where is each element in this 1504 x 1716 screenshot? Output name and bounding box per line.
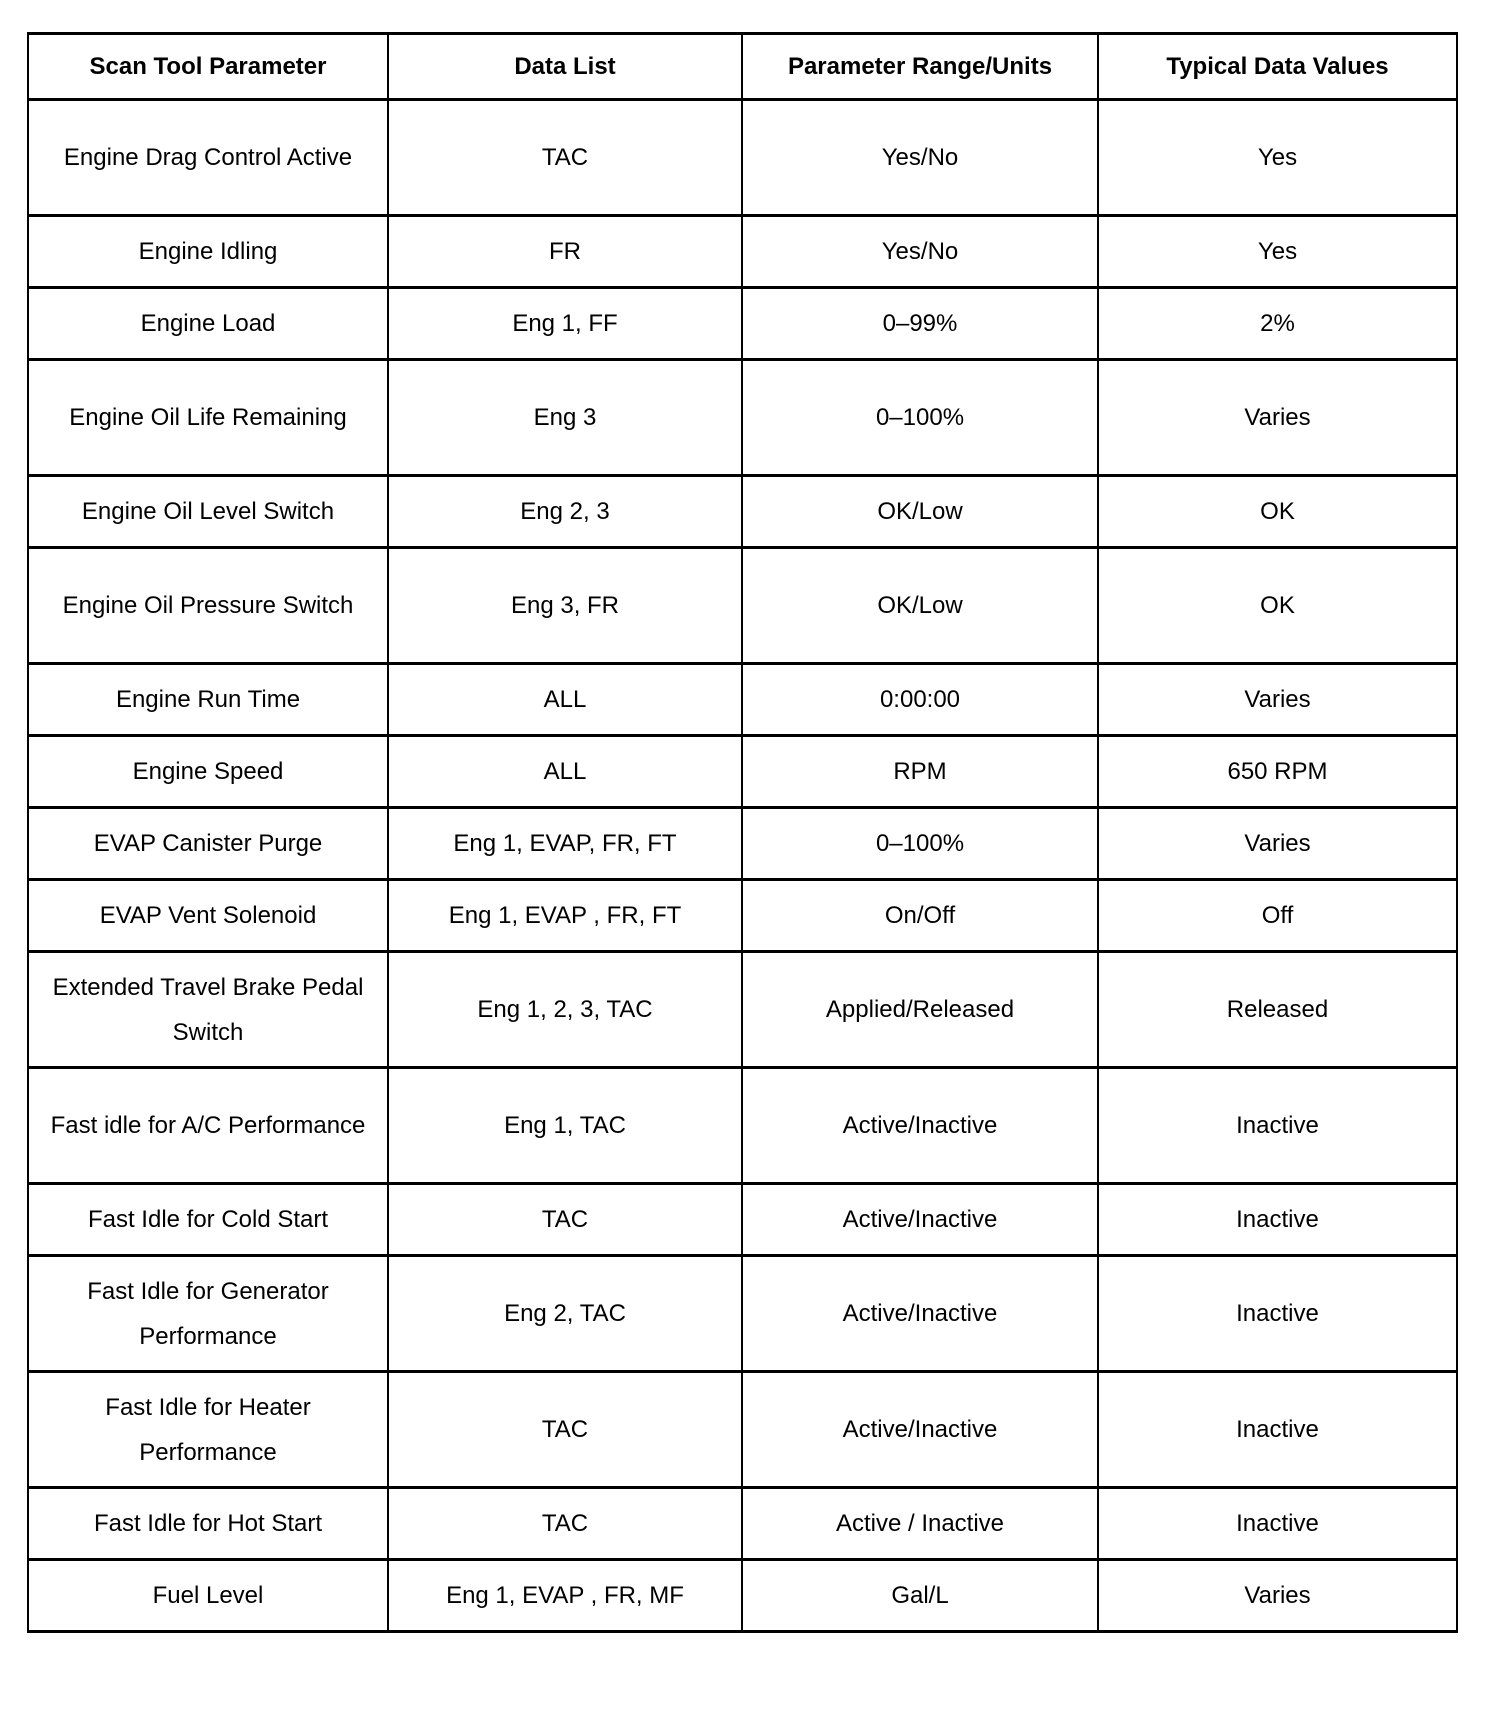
data-list-cell: TAC bbox=[388, 100, 742, 216]
range-cell: OK/Low bbox=[742, 548, 1098, 664]
data-list-cell: TAC bbox=[388, 1184, 742, 1256]
typical-value-cell: Inactive bbox=[1098, 1256, 1457, 1372]
typical-value-cell: Inactive bbox=[1098, 1068, 1457, 1184]
parameter-cell: Engine Load bbox=[28, 288, 388, 360]
range-cell: Yes/No bbox=[742, 216, 1098, 288]
data-list-cell: Eng 2, TAC bbox=[388, 1256, 742, 1372]
table-row bbox=[28, 1372, 1457, 1488]
table-row bbox=[28, 1068, 1457, 1184]
parameter-cell: Engine Oil Pressure Switch bbox=[28, 548, 388, 664]
typical-value-cell: OK bbox=[1098, 476, 1457, 548]
table-row bbox=[28, 548, 1457, 664]
table-row bbox=[28, 476, 1457, 548]
range-cell: Active/Inactive bbox=[742, 1256, 1098, 1372]
parameter-cell: Engine Drag Control Active bbox=[28, 100, 388, 216]
table-row bbox=[28, 1488, 1457, 1560]
data-list-cell: Eng 2, 3 bbox=[388, 476, 742, 548]
data-list-cell: FR bbox=[388, 216, 742, 288]
typical-value-cell: Yes bbox=[1098, 100, 1457, 216]
range-cell: 0:00:00 bbox=[742, 664, 1098, 736]
parameter-cell: EVAP Vent Solenoid bbox=[28, 880, 388, 952]
range-cell: Yes/No bbox=[742, 100, 1098, 216]
range-cell: Active/Inactive bbox=[742, 1372, 1098, 1488]
data-list-cell: Eng 1, FF bbox=[388, 288, 742, 360]
header-row bbox=[28, 34, 1457, 100]
parameter-cell: Engine Oil Level Switch bbox=[28, 476, 388, 548]
typical-value-cell: Inactive bbox=[1098, 1488, 1457, 1560]
data-list-cell: ALL bbox=[388, 664, 742, 736]
typical-value-cell: Released bbox=[1098, 952, 1457, 1068]
table-row bbox=[28, 100, 1457, 216]
data-list-cell: ALL bbox=[388, 736, 742, 808]
table-row bbox=[28, 216, 1457, 288]
parameter-cell: Engine Oil Life Remaining bbox=[28, 360, 388, 476]
table-row bbox=[28, 1560, 1457, 1632]
typical-value-cell: Yes bbox=[1098, 216, 1457, 288]
range-cell: On/Off bbox=[742, 880, 1098, 952]
data-list-cell: TAC bbox=[388, 1372, 742, 1488]
header-scan-tool-parameter: Scan Tool Parameter bbox=[28, 34, 388, 100]
data-list-cell: Eng 1, 2, 3, TAC bbox=[388, 952, 742, 1068]
range-cell: RPM bbox=[742, 736, 1098, 808]
parameter-cell: Fast idle for A/C Performance bbox=[28, 1068, 388, 1184]
table-row bbox=[28, 360, 1457, 476]
range-cell: Active / Inactive bbox=[742, 1488, 1098, 1560]
header-parameter-range: Parameter Range/Units bbox=[742, 34, 1098, 100]
typical-value-cell: Inactive bbox=[1098, 1184, 1457, 1256]
parameter-cell: Engine Speed bbox=[28, 736, 388, 808]
table-row bbox=[28, 880, 1457, 952]
data-list-cell: Eng 1, EVAP , FR, FT bbox=[388, 880, 742, 952]
parameter-cell: Fast Idle for Heater Performance bbox=[28, 1372, 388, 1488]
typical-value-cell: Varies bbox=[1098, 664, 1457, 736]
parameter-cell: Fast Idle for Hot Start bbox=[28, 1488, 388, 1560]
typical-value-cell: Inactive bbox=[1098, 1372, 1457, 1488]
table-row bbox=[28, 808, 1457, 880]
range-cell: 0–99% bbox=[742, 288, 1098, 360]
header-data-list: Data List bbox=[388, 34, 742, 100]
range-cell: OK/Low bbox=[742, 476, 1098, 548]
range-cell: 0–100% bbox=[742, 360, 1098, 476]
table-row bbox=[28, 1184, 1457, 1256]
typical-value-cell: Varies bbox=[1098, 808, 1457, 880]
range-cell: Gal/L bbox=[742, 1560, 1098, 1632]
typical-value-cell: Varies bbox=[1098, 1560, 1457, 1632]
typical-value-cell: Off bbox=[1098, 880, 1457, 952]
typical-value-cell: 650 RPM bbox=[1098, 736, 1457, 808]
range-cell: Active/Inactive bbox=[742, 1184, 1098, 1256]
data-list-cell: Eng 1, EVAP, FR, FT bbox=[388, 808, 742, 880]
parameter-cell: Extended Travel Brake Pedal Switch bbox=[28, 952, 388, 1068]
table-row bbox=[28, 288, 1457, 360]
range-cell: Active/Inactive bbox=[742, 1068, 1098, 1184]
table-row bbox=[28, 736, 1457, 808]
typical-value-cell: Varies bbox=[1098, 360, 1457, 476]
data-list-cell: Eng 1, EVAP , FR, MF bbox=[388, 1560, 742, 1632]
header-typical-values: Typical Data Values bbox=[1098, 34, 1457, 100]
parameter-cell: Fast Idle for Generator Performance bbox=[28, 1256, 388, 1372]
parameter-cell: EVAP Canister Purge bbox=[28, 808, 388, 880]
range-cell: 0–100% bbox=[742, 808, 1098, 880]
parameter-cell: Fast Idle for Cold Start bbox=[28, 1184, 388, 1256]
table-row bbox=[28, 952, 1457, 1068]
scan-tool-data-table bbox=[27, 32, 1458, 1633]
range-cell: Applied/Released bbox=[742, 952, 1098, 1068]
parameter-cell: Fuel Level bbox=[28, 1560, 388, 1632]
typical-value-cell: 2% bbox=[1098, 288, 1457, 360]
parameter-cell: Engine Run Time bbox=[28, 664, 388, 736]
data-list-cell: Eng 1, TAC bbox=[388, 1068, 742, 1184]
typical-value-cell: OK bbox=[1098, 548, 1457, 664]
data-list-cell: Eng 3 bbox=[388, 360, 742, 476]
table-row bbox=[28, 1256, 1457, 1372]
parameter-cell: Engine Idling bbox=[28, 216, 388, 288]
table-row bbox=[28, 664, 1457, 736]
data-list-cell: Eng 3, FR bbox=[388, 548, 742, 664]
data-list-cell: TAC bbox=[388, 1488, 742, 1560]
